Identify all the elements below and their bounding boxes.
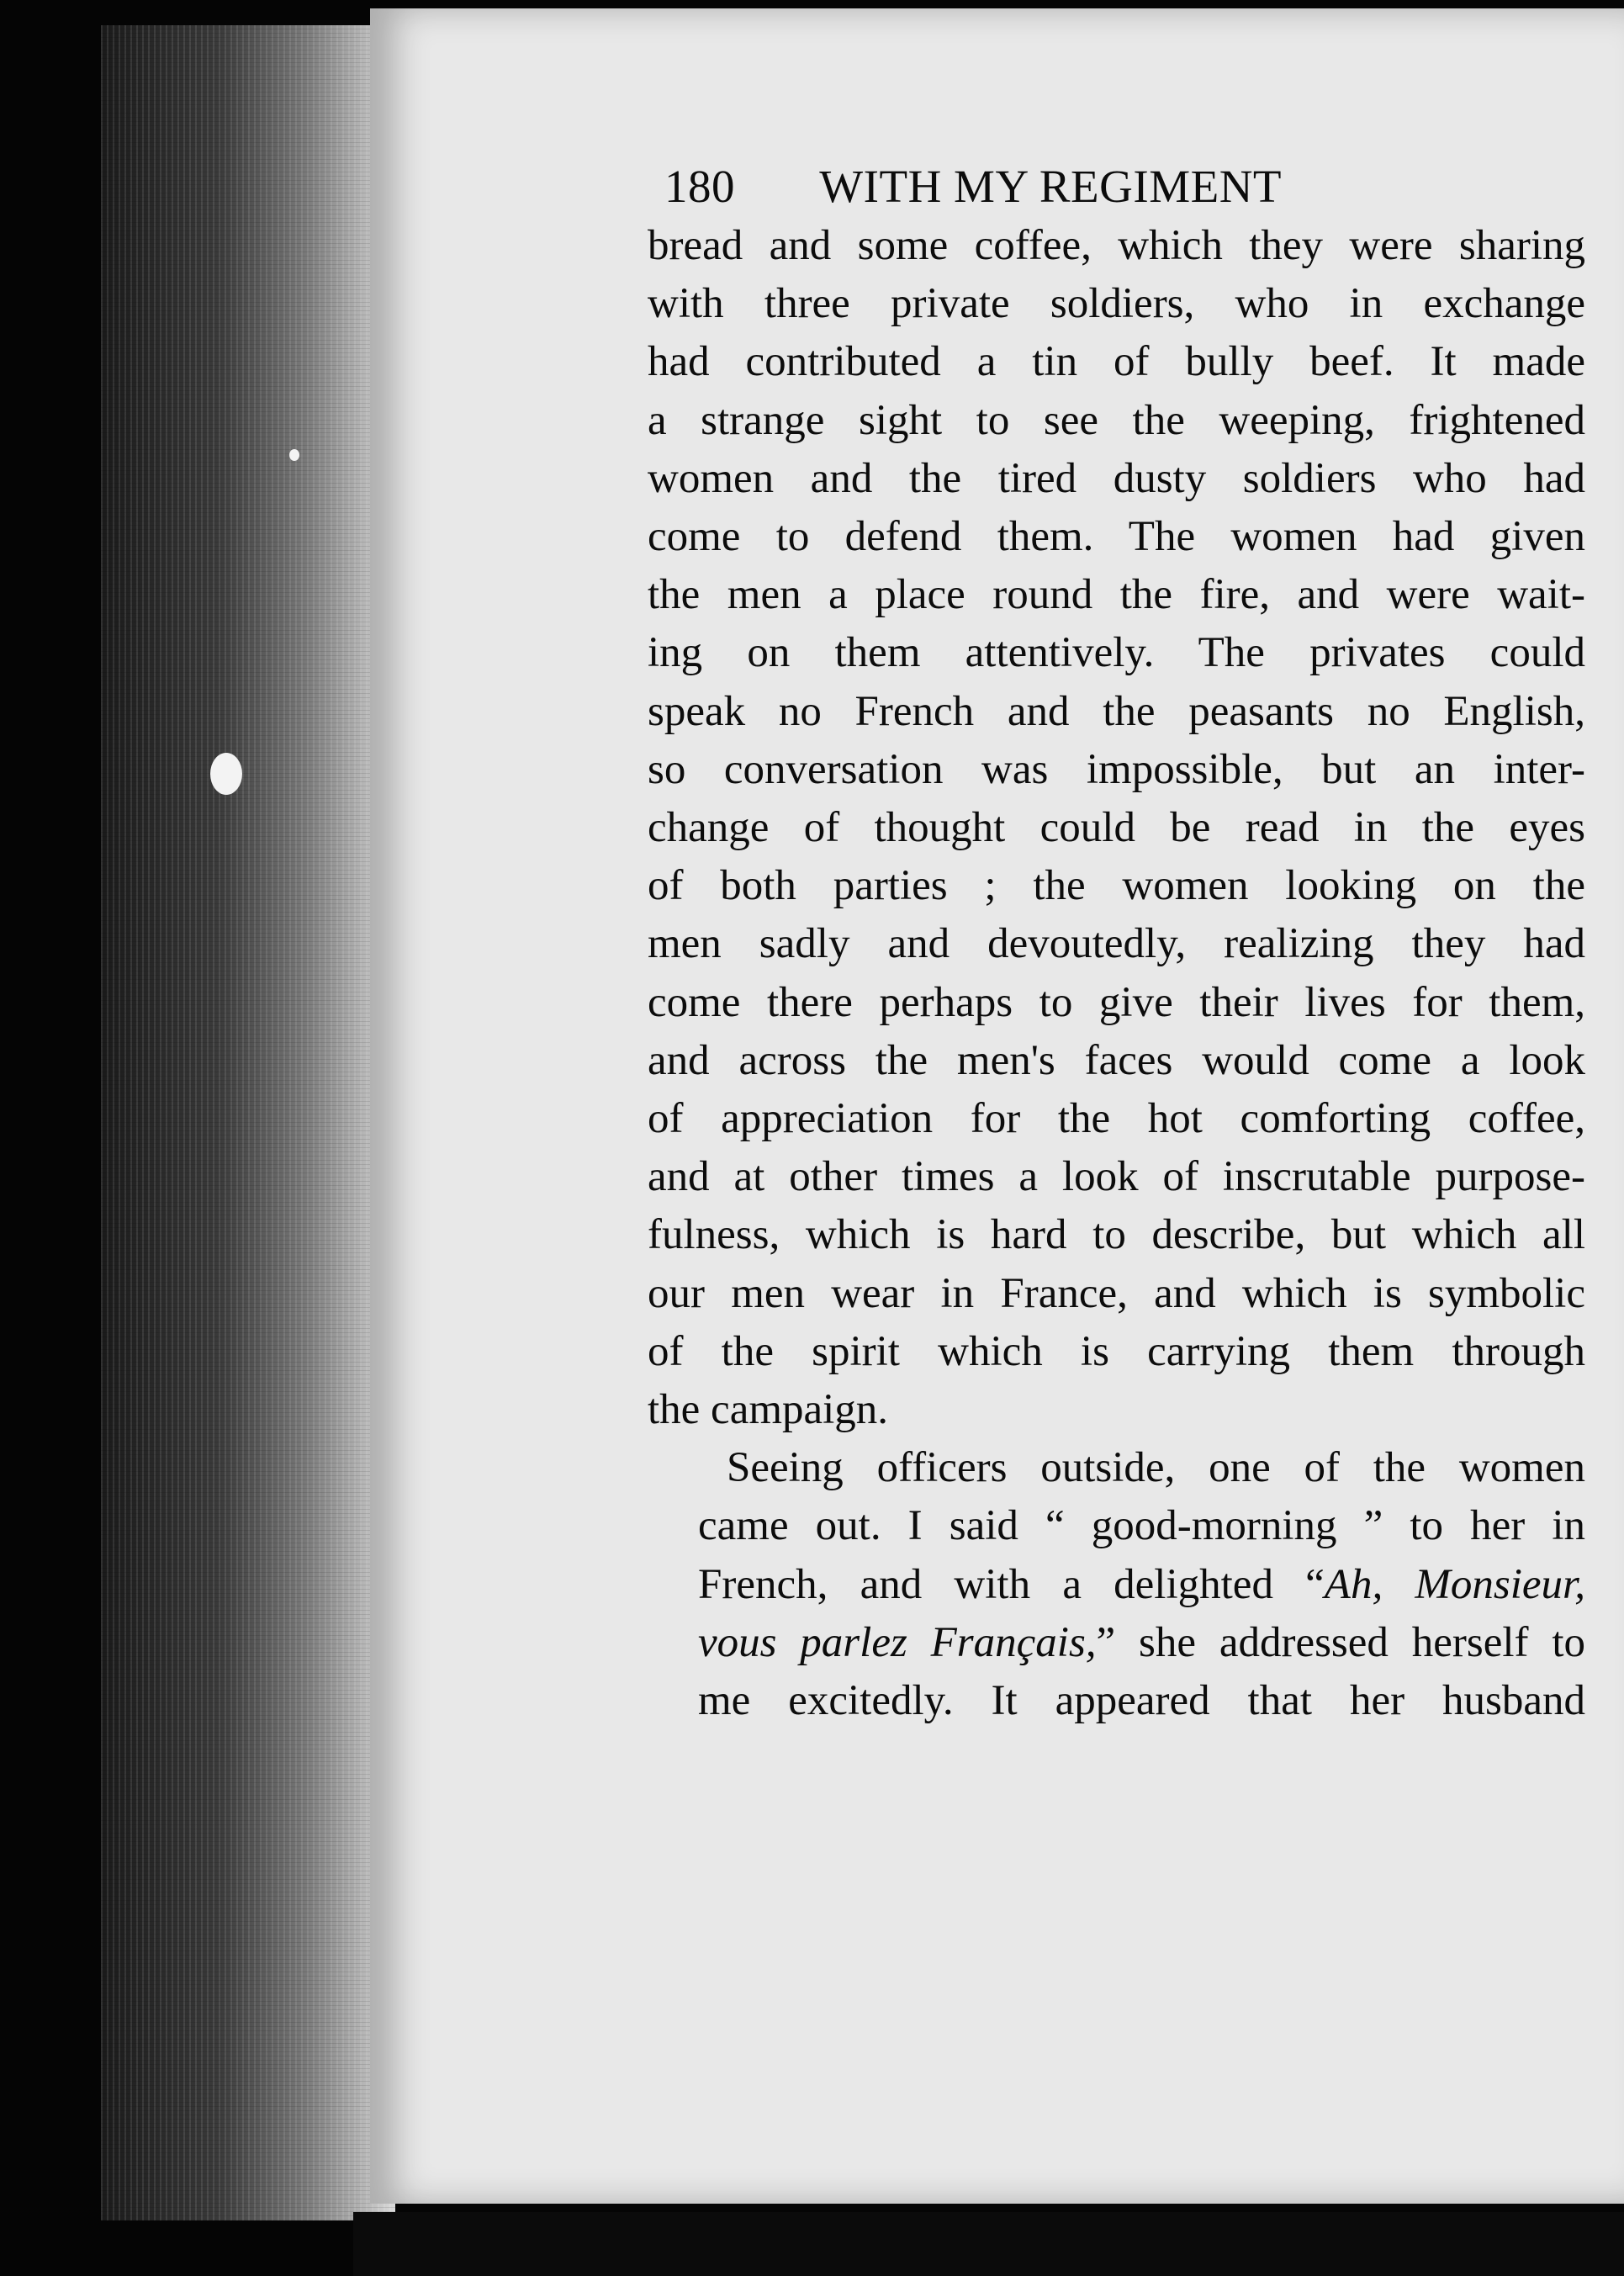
text-line: of appreciation for the hot comforting coffee, xyxy=(648,1095,1585,1143)
text-line: ing on them attentively. The privates could xyxy=(648,629,1585,677)
book-page-edges xyxy=(101,25,395,2220)
text-line: Seeing officers outside, one of the women xyxy=(727,1444,1585,1492)
italic-text: vous parlez Français, xyxy=(698,1618,1097,1666)
book-bottom-shadow xyxy=(353,2212,1624,2276)
text-line: the men a place round the fire, and were wait- xyxy=(648,571,1585,619)
text-line: speak no French and the peasants no English, xyxy=(648,687,1585,735)
text-line: women and the tired dusty soldiers who had xyxy=(648,454,1585,502)
text-line: so conversation was impossible, but an inter- xyxy=(648,745,1585,793)
text-line: come there perhaps to give their lives for them, xyxy=(648,978,1585,1026)
italic-text: Ah, Monsieur, xyxy=(1324,1560,1585,1608)
text-line: me excitedly. It appeared that her husband xyxy=(698,1677,1585,1725)
text-run: ” she addressed herself to xyxy=(1096,1618,1585,1666)
text-line: men sadly and devoutedly, realizing they had xyxy=(648,920,1585,968)
text-line: and at other times a look of inscrutable purpose- xyxy=(648,1153,1585,1201)
text-line: change of thought could be read in the eyes xyxy=(648,804,1585,852)
paragraph-2 xyxy=(648,1439,1585,1730)
paragraph-1 xyxy=(648,217,1585,1439)
body-text xyxy=(648,217,1585,1730)
text-line: with three private soldiers, who in exchange xyxy=(648,280,1585,328)
text-line xyxy=(648,1556,1585,1614)
text-line: bread and some coffee, which they were sharing xyxy=(648,222,1585,269)
text-line: had contributed a tin of bully beef. It made xyxy=(648,338,1585,386)
text-run: French, and with a delighted “ xyxy=(698,1560,1325,1608)
paper-blemish xyxy=(289,449,299,461)
page-header xyxy=(664,160,1590,213)
text-line: a strange sight to see the weeping, frightened xyxy=(648,396,1585,444)
text-line: of the spirit which is carrying them through xyxy=(648,1327,1585,1375)
text-line: of both parties ; the women looking on the xyxy=(648,862,1585,910)
text-line: the campaign. xyxy=(648,1386,889,1434)
text-line: come to defend them. The women had given xyxy=(648,513,1585,561)
text-line xyxy=(648,1614,1585,1672)
text-line: came out. I said “ good-morning ” to her in xyxy=(698,1502,1585,1550)
text-line: fulness, which is hard to describe, but which all xyxy=(648,1211,1585,1259)
page-number: 180 xyxy=(664,161,735,212)
running-title: WITH MY REGIMENT xyxy=(819,161,1283,212)
paper-blemish xyxy=(210,753,242,795)
text-line: and across the men's faces would come a look xyxy=(648,1036,1585,1084)
text-line: our men wear in France, and which is symbolic xyxy=(648,1269,1585,1317)
